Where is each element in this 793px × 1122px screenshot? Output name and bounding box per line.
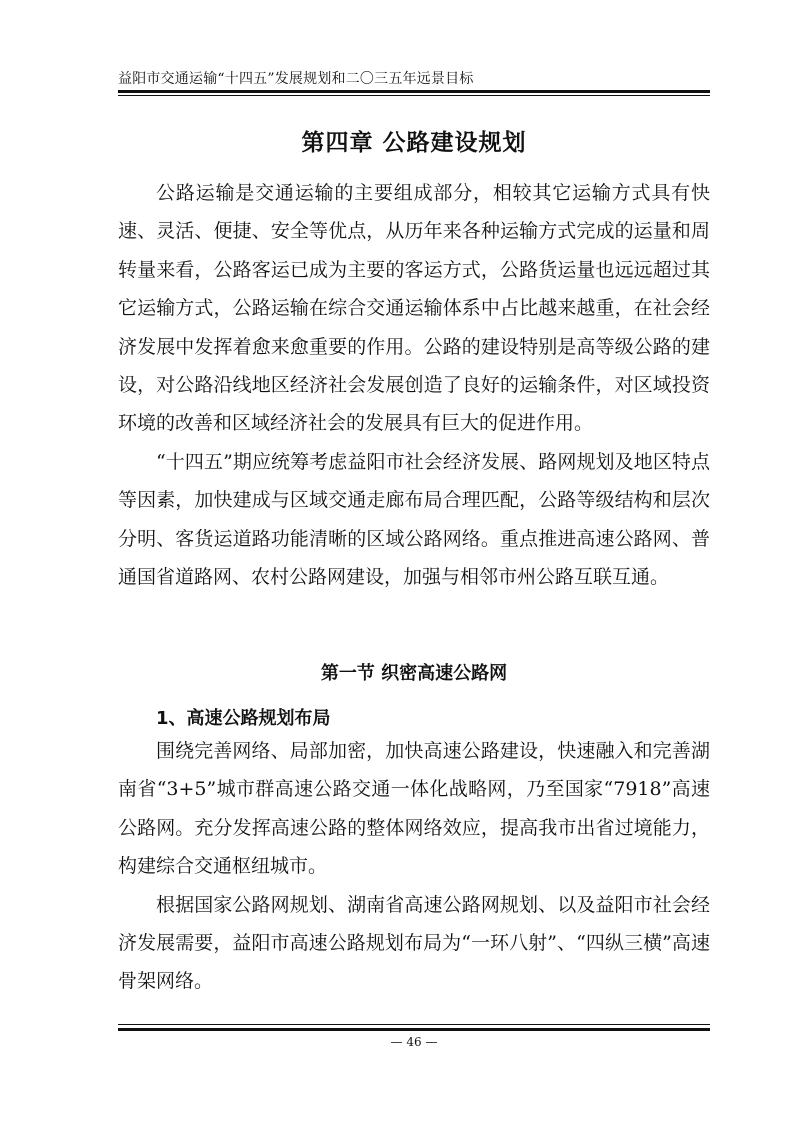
section-paragraph-1: 围绕完善网络、局部加密，加快高速公路建设，快速融入和完善湖南省“3+5”城市群高速公路交通一体化战略网，乃至国家“7918”高速公路网。充分发挥高速公路的整体网络效应，提高我市出省过境能力，构建综合交通枢纽城市。 <box>118 740 710 878</box>
intro-paragraph-2: “十四五”期应统筹考虑益阳市社会经济发展、路网规划及地区特点等因素，加快建成与区域交通走廊布局合理匹配，公路等级结构和层次分明、客货运道路功能清晰的区域公路网络。重点推进高速公路网、普通国省道路网、农村公路网建设，加强与相邻市州公路互联互通。 <box>118 450 710 589</box>
page-number: — 46 — <box>390 1035 438 1049</box>
header-rule-thin <box>118 95 710 96</box>
chapter-intro <box>118 174 710 596</box>
chapter-title: 第四章 公路建设规划 <box>301 130 527 156</box>
header-rule-thick <box>118 90 710 93</box>
intro-paragraph-1: 公路运输是交通运输的主要组成部分，相较其它运输方式具有快速、灵活、便捷、安全等优点，从历年来各种运输方式完成的运量和周转量来看，公路客运已成为主要的客运方式，公路货运量也远远超过其它运输方式，公路运输在综合交通运输体系中占比越来越重，在社会经济发展中发挥着愈来愈重要的作用。公路的建设特别是高等级公路的建设，对公路沿线地区经济社会发展创造了良好的运输条件，对区域投资环境的改善和区域经济社会的发展具有巨大的促进作用。 <box>118 182 710 435</box>
section-body <box>118 732 710 1001</box>
subsection-title: 1、高速公路规划布局 <box>156 708 331 729</box>
running-header: 益阳市交通运输“十四五”发展规划和二〇三五年远景目标 <box>118 71 474 87</box>
section-paragraph-2: 根据国家公路网规划、湖南省高速公路网规划、以及益阳市社会经济发展需要，益阳市高速公路规划布局为“一环八射”、“四纵三横”高速骨架网络。 <box>118 893 710 993</box>
footer-rule-thick <box>118 1028 710 1031</box>
section-title: 第一节 织密高速公路网 <box>320 663 508 684</box>
footer-rule-thin <box>118 1024 710 1025</box>
